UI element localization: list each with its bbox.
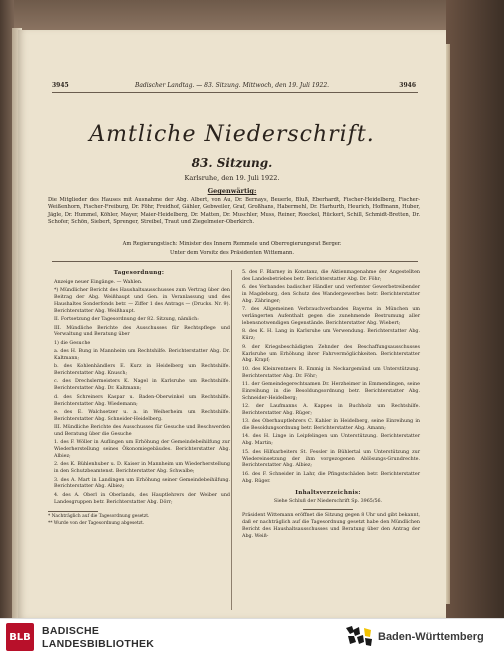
present-heading: Gegenwärtig: xyxy=(207,187,257,195)
running-head-text: Badischer Landtag. — 83. Sitzung. Mittwoch, den 19. Juli 1922. xyxy=(134,82,330,89)
header-rule xyxy=(52,92,418,93)
agenda-item: 4. des A. Oberl in Oberlands, des Hauptlehrers der Weiber und Landesgruppen betr. Berichterstatter Abg. Dörr; xyxy=(54,492,230,505)
agenda-item: 7. des Allgemeinen Verbrauchverbandes Bayerns in München um verlängerten Aufenthalt gegen die zunehmende Bestrumung aller lebensnotwendigen Gegenstände. Berichterstatter Abg. Wiebert; xyxy=(242,307,420,327)
agenda-item: 12. der Laufmanns A. Kappes in Buchholz um Rechtshilfe. Berichterstatter Abg. Rüger; xyxy=(242,404,420,416)
institution-name-line2: LANDESBIBLIOTHEK xyxy=(42,638,155,650)
chair-line: Unter dem Vorsitz des Präsidenten Wittemann. xyxy=(169,250,295,256)
agenda-item: III. Mündliche Berichte des Ausschusses für Gesuche und Beschwerden und Beratung über die Gesuche xyxy=(54,425,230,437)
section-rule xyxy=(52,261,418,262)
dateline: Karlsruhe, den 19. Juli 1922. xyxy=(184,174,280,182)
closing-paragraph: Präsident Wittemann eröffnet die Sitzung gegen 8 Uhr und gibt bekannt, daß er nachträglich auf die Tagesordnung gesetzt habe den Mündlichen Bericht des Haushaltsausschusses und Beratung über den Antrag der Abg. Weiß- xyxy=(242,513,421,540)
institution-name-line1: BADISCHE xyxy=(42,625,100,637)
agenda-item: 10. des Kleinrentners R. Emmig in Neckargemünd um Unterstützung. Berichterstatter Abg. Dr. Föhr; xyxy=(242,366,420,379)
blb-logo[interactable]: BLB xyxy=(6,623,34,651)
agenda-item: III. Mündliche Berichte des Ausschusses für Rechtspflege und Verwaltung und Beratung über xyxy=(54,325,230,338)
contents-rule xyxy=(303,509,353,510)
footnote: * Nachträglich auf die Tagesordnung gesetzt. xyxy=(48,513,150,519)
viewer-footer xyxy=(0,618,504,656)
government-line: Am Regierungstisch: Minister des Innern Remmele und Oberregierungsrat Berger. xyxy=(122,241,342,247)
baden-wuerttemberg-emblem-icon[interactable] xyxy=(344,624,374,650)
book-board-right xyxy=(446,0,504,618)
footnote: ** Wurde von der Tagesordnung abgesetzt. xyxy=(48,520,145,526)
agenda-item: b. des Kohlenhändlers E. Kurz in Heidelberg um Rechtshilfe. Berichterstatter Abg. Knusch; xyxy=(54,364,230,377)
agenda-item: 14. des H. Linge in Leipfelingen um Unterstützung. Berichterstatter Abg. Martin; xyxy=(242,434,420,447)
agenda-column-right xyxy=(236,270,420,542)
agenda-item: 2. des K. Bühlenhuber u. D. Kaiser in Mannheim um Wiederherstellung in den Schutzbeamtenst. Berichterstatter Abg. Schwalbe; xyxy=(54,462,230,475)
agenda-items-left xyxy=(48,280,230,507)
column-divider xyxy=(231,270,232,610)
agenda-item: 15. des Hilfsarbeiters St. Fessler in Bühlertal um Unterstützung zur Wiedereinsetzung der ihm vorgezogenen Ablösungs-Grundrechte. Berichterstatter Abg. Albiez; xyxy=(242,449,420,469)
agenda-item: a. des H. Bung in Mannheim um Rechtshilfe. Berichterstatter Abg. Dr. Kaltmann; xyxy=(54,349,230,361)
present-list: Die Mitglieder des Hauses mit Ausnahme der Abg. Albert, von Au, Dr. Bernays, Beuerle, Bluß, Eberhardt, Fischer-Heidelberg, Fischer-Weißenhorn, Fischer-Freiburg, Dr. Föhr, Freidhof, Gähler, Gebweiler, Graf, Großhans, Habermehl, Dr. Harhurth, Heurich, Hoffmann, Huber, Jägle, Dr. Hummel, Köhler, Mayer, Maier-Heidelberg, Dr. Matten, Dr. Muschler, Muss, Reiner, Roeckel, Rückert, Schill, Schmidt-Bretten, Dr. Schofer, Schön, Siebert, Sprenger, Streibel, Traut und Ziegelmeier-Oberkirch. xyxy=(48,197,420,226)
agenda-item: 8. des K. H. Lang in Karlsruhe um Verwendung. Berichterstatter Abg. Kürz; xyxy=(242,329,420,342)
agenda-item: 13. des Oberhauptlehrers C. Kahler in Heidelberg, seine Einreihung in die Besoldungsordnung betr. Berichterstatter Abg. Amann; xyxy=(242,419,420,432)
document-title: Amtliche Niederschrift. xyxy=(89,122,375,147)
session-number: 83. Sitzung. xyxy=(191,156,273,170)
footnotes xyxy=(48,514,230,527)
contents-line: Siehe Schluß der Niederschrift Sp. 3965/56. xyxy=(273,499,383,505)
institution-name[interactable] xyxy=(42,625,154,651)
agenda-item: e. des E. Walchsetzer u. a. in Weiherheim um Rechtshilfe. Berichterstatter Abg. Schneider-Heidelberg. xyxy=(54,409,230,422)
agenda-item: II. Fortsetzung der Tagesordnung der 82. Sitzung, nämlich: xyxy=(54,317,199,323)
book-board-top xyxy=(0,0,504,30)
agenda-item: c. des Drechslermeisters K. Nagel in Karlsruhe um Rechtshilfe. Berichterstatter Abg. Dr. Kaltmann; xyxy=(54,379,230,392)
footnote-rule xyxy=(48,511,98,512)
agenda-item: 1. des F. Wöller in Auflingen um Erhöhung der Gemeindebeihilfung zur Wiederherstellung seines Ökonomiegebäudes. Berichterstatter Abg. Albiez; xyxy=(54,440,230,460)
agenda-item: 5. des F. Blarney in Konstanz, die Aktienmagenahme der Angestellten des Landesbetriebes betr. Berichterstatter Abg. Dr. Föhr; xyxy=(242,270,420,282)
agenda-item: Anzeige neuer Eingänge. — Wahlen. xyxy=(54,279,143,285)
page-number-right: 3946 xyxy=(399,82,416,89)
page-number-left: 3945 xyxy=(52,82,69,89)
contents-heading: Inhaltsverzeichnis: xyxy=(295,489,361,496)
agenda-item: 11. der Gemeindegerechtsamen Dr. Herzheimer in Emmendingen, seine Einreihung in die Besoldungsordnung betr. Berichterstatter Abg. Schneider-Heidelberg; xyxy=(242,381,420,401)
agenda-item: 9. der Kriegsbeschädigten Zehnder des Beschaffungsausschusses Karlsruhe um Erhöhung ihrer Fahrvermöglichkeiten. Berichterstatter Abg. Krapf; xyxy=(242,344,420,364)
state-name[interactable]: Baden-Württemberg xyxy=(378,631,484,643)
agenda-item: 1) die Gesuche xyxy=(54,340,91,346)
agenda-item: 6. des Verbandes badischer Händler und verfemter Gewerbetreibender in Magdeburg, den Schutz des Wandergewerbes betr. Berichterstatter Abg. Zähringer; xyxy=(242,285,420,305)
agenda-item: 3. des A. Mart in Landingen um Erhöhung seiner Gemeindebeihilfung. Berichterstatter Abg. Albiez; xyxy=(54,477,230,490)
agenda-item: 16. des F. Schneider in Lahr, die Pfingstschäden betr. Berichterstatter Abg. Rüger. xyxy=(242,471,420,484)
document-page xyxy=(18,30,446,618)
agenda-item: *) Mündlicher Bericht des Haushaltsausschusses zum Vertrag über den Beitrag der Abg. Weißhaupt und Gen. in Veranlassung und des Haushaltes Sonderfonds betr. — Ziffer 1 des Antrags — (Drucks. Nr. 9). Berichterstatter Abg. Weißhaupt. xyxy=(54,288,230,314)
page-edge xyxy=(446,44,450,604)
agenda-item: d. des Schreiners Kaspar u. Baden-Oberwinkel um Rechtshilfe. Berichterstatter Abg. Wiedemann; xyxy=(54,394,230,407)
agenda-heading: Tagesordnung: xyxy=(113,270,165,276)
agenda-items-right xyxy=(236,270,420,486)
agenda-column-left xyxy=(48,270,230,528)
